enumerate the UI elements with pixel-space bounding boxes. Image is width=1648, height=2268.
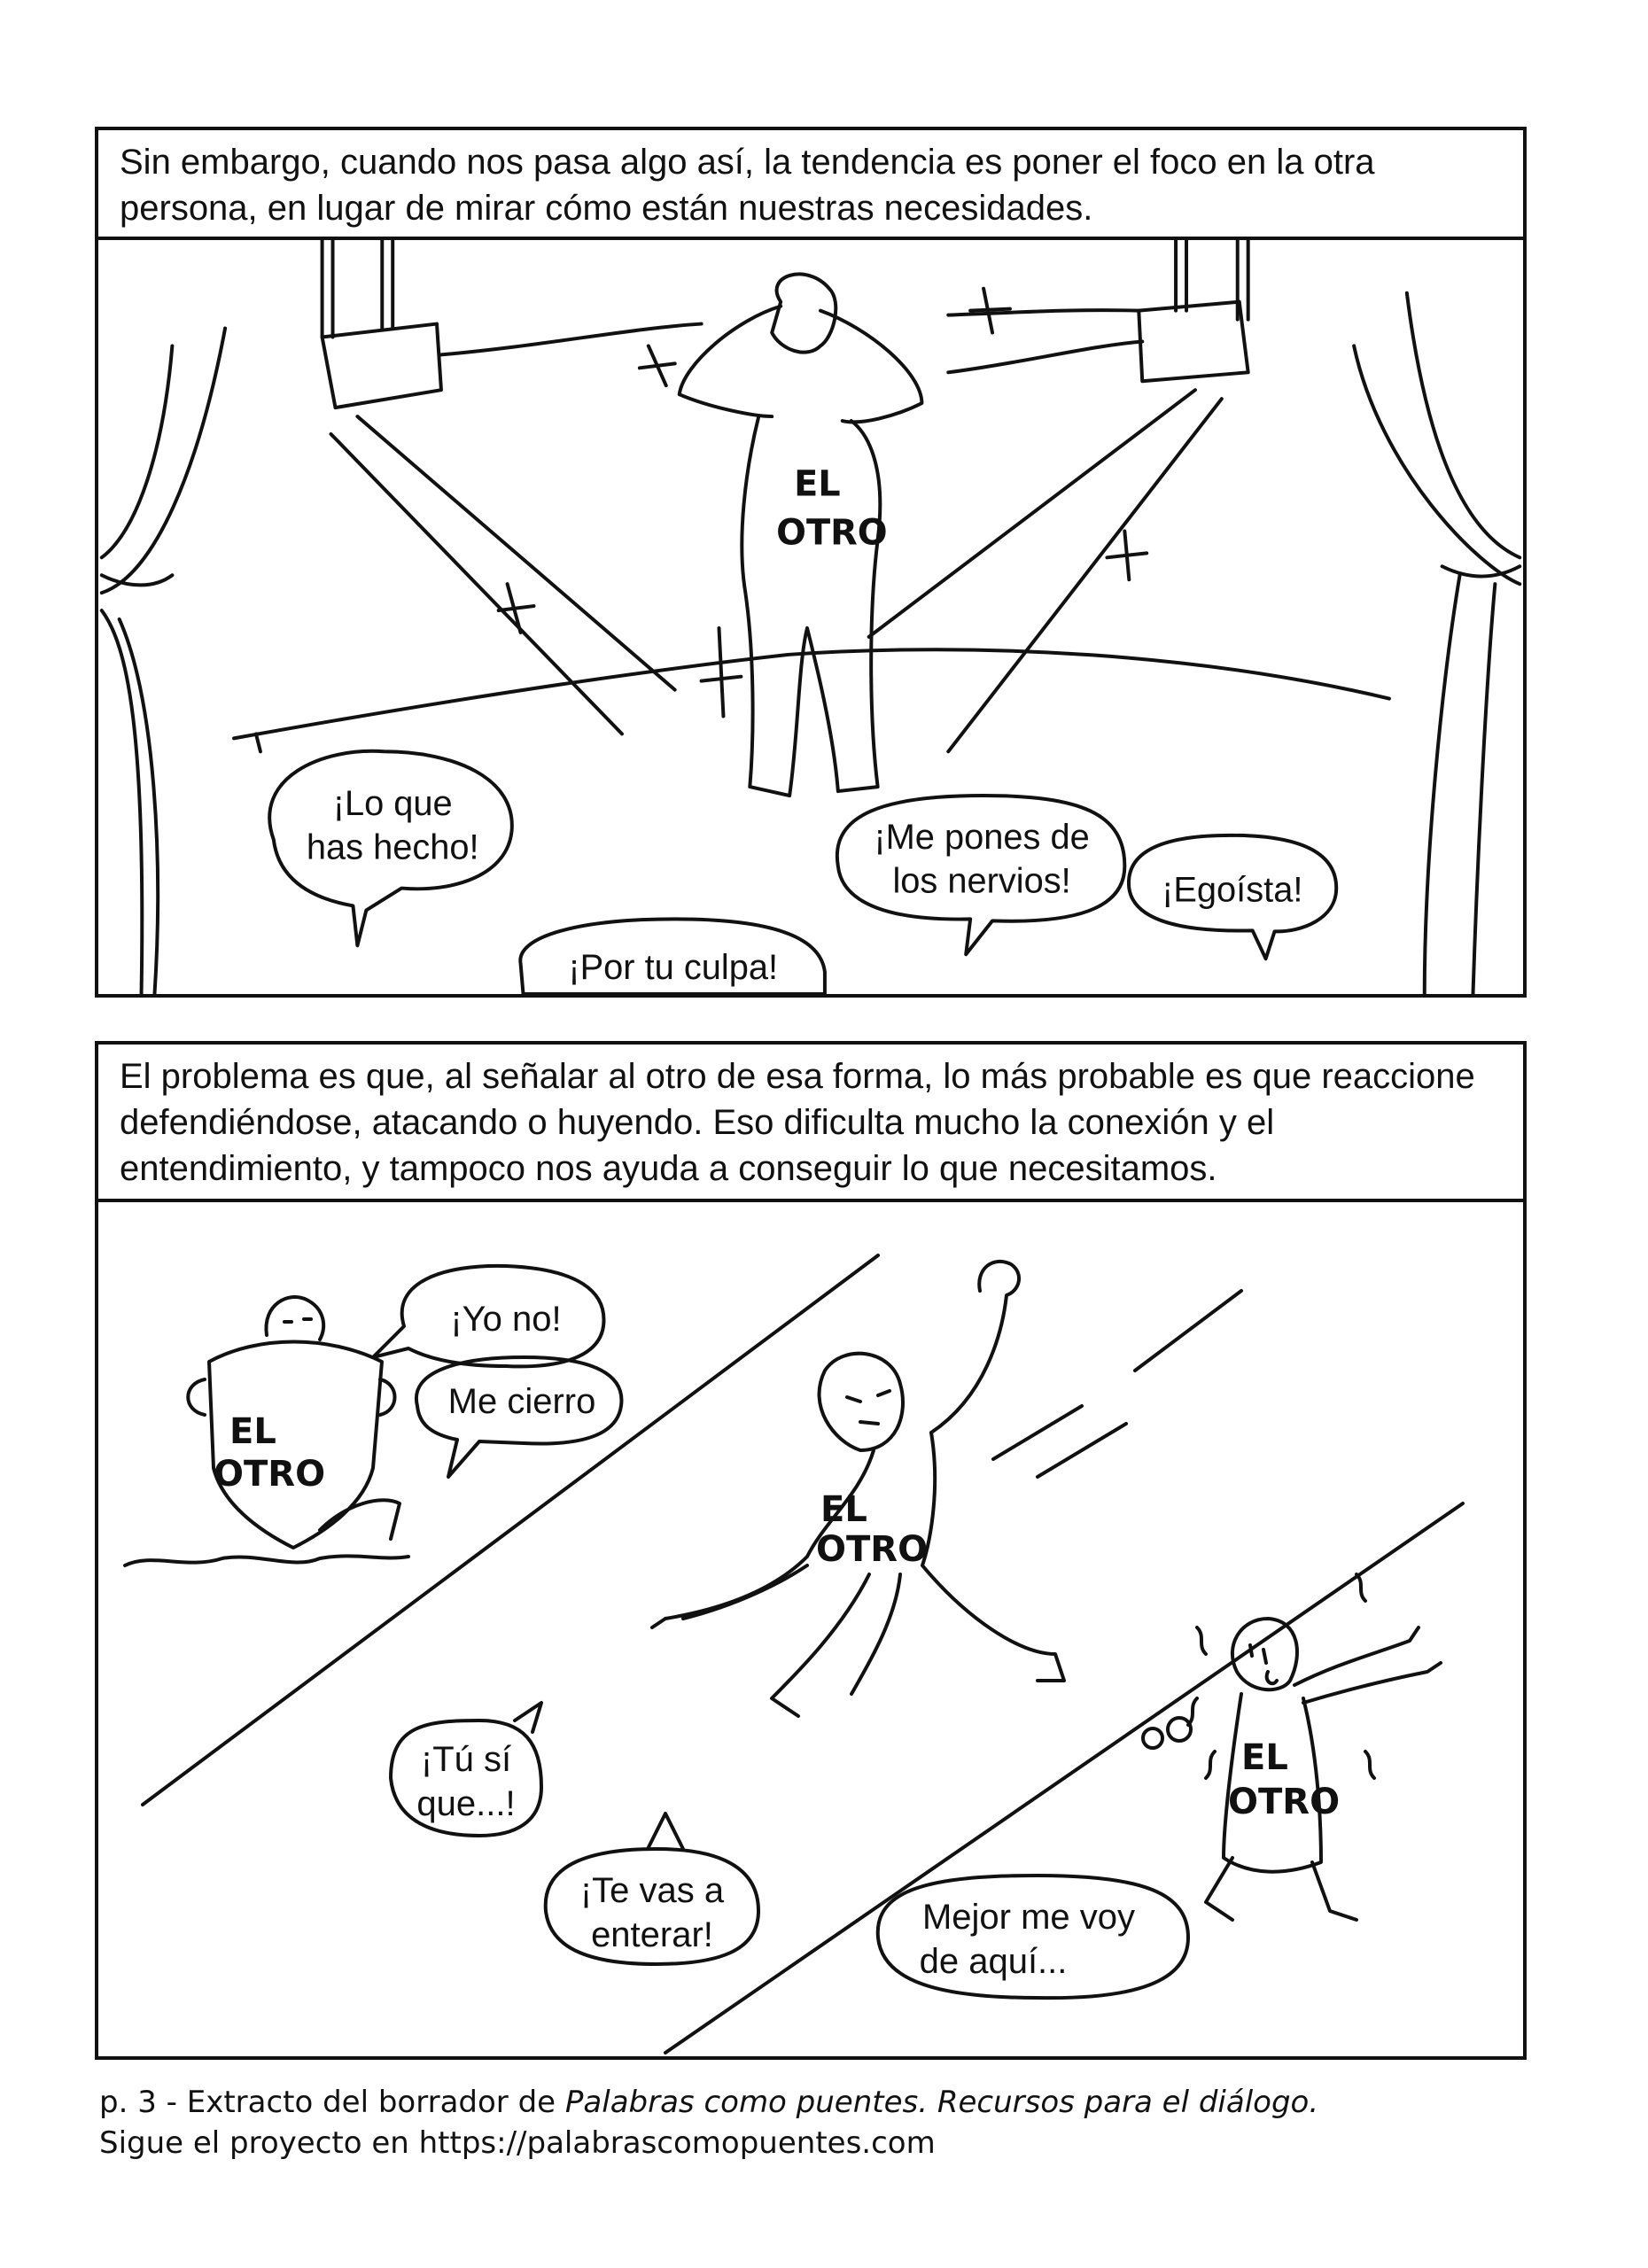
bubble-lo-que-line2: has hecho! <box>306 827 479 867</box>
bubble-me-cierro-text: Me cierro <box>447 1382 596 1421</box>
panel-1-caption: Sin embargo, cuando nos pasa algo así, la tendencia es poner el foco en la otra persona, en lugar de mirar cómo están nuestras necesidades. <box>98 130 1523 240</box>
shield-label-otro: OTRO <box>214 1454 326 1495</box>
panel-1 <box>95 127 1527 998</box>
panel-2-caption: El problema es que, al señalar al otro de esa forma, lo más probable es que reaccione defendiéndose, atacando o huyendo. Eso dificulta mucho la conexión y el entendimiento, y tampoco nos ayuda a conseguir lo que necesitamos. <box>98 1045 1523 1202</box>
right-curtain <box>1354 293 1520 994</box>
bubble-por-tu-culpa-text: ¡Por tu culpa! <box>568 948 779 988</box>
thought-mejor-line2: de aquí... <box>919 1942 1068 1981</box>
fleeing-label-otro: OTRO <box>1228 1782 1341 1822</box>
bubble-lo-que-line1: ¡Lo que <box>332 783 453 823</box>
figure-label-el: EL <box>794 463 841 505</box>
bubble-te-vas-line1: ¡Te vas a <box>579 1871 725 1910</box>
left-curtain <box>102 329 225 994</box>
panel-2 <box>95 1041 1527 2060</box>
bubble-me-pones-line2: los nervios! <box>892 861 1071 901</box>
bubble-te-vas-line2: enterar! <box>591 1915 713 1954</box>
spotlight-right <box>1139 302 1248 382</box>
attacker-label-el: EL <box>820 1489 867 1530</box>
bubble-tu-si-line1: ¡Tú sí <box>420 1740 512 1779</box>
figure-label-otro: OTRO <box>776 512 888 554</box>
thought-circle-medium <box>1168 1718 1191 1741</box>
footer-line-1 <box>99 2082 1318 2123</box>
bubble-yo-no-text: ¡Yo no! <box>450 1300 562 1339</box>
footer-line-2: Sigue el proyecto en https://palabrascomopuentes.com <box>99 2125 936 2161</box>
confrontation-illustration <box>98 1202 1523 2056</box>
thought-mejor-line1: Mejor me voy <box>921 1898 1136 1937</box>
fleeing-label-el: EL <box>1241 1737 1288 1778</box>
shield-label-el: EL <box>229 1411 276 1452</box>
page-footer <box>99 2082 1318 2163</box>
panel-2-scene <box>98 1202 1523 2056</box>
figure-fleeing-el-otro <box>1188 1574 1441 1920</box>
spotlight-left <box>323 324 441 408</box>
attacker-label-otro: OTRO <box>816 1529 929 1570</box>
bubble-egoista-text: ¡Egoísta! <box>1162 870 1303 910</box>
footer-book-title: Palabras como puentes. Recursos para el diálogo. <box>564 2085 1319 2120</box>
footer-prefix: p. 3 - Extracto del borrador de <box>99 2085 565 2120</box>
stage-floor <box>234 649 1389 738</box>
bubble-tu-si-line2: que...! <box>416 1784 516 1823</box>
stage-illustration <box>98 240 1523 994</box>
bubble-me-pones-line1: ¡Me pones de <box>874 817 1090 857</box>
panel-1-scene <box>98 240 1523 994</box>
thought-circle-small <box>1143 1728 1162 1748</box>
